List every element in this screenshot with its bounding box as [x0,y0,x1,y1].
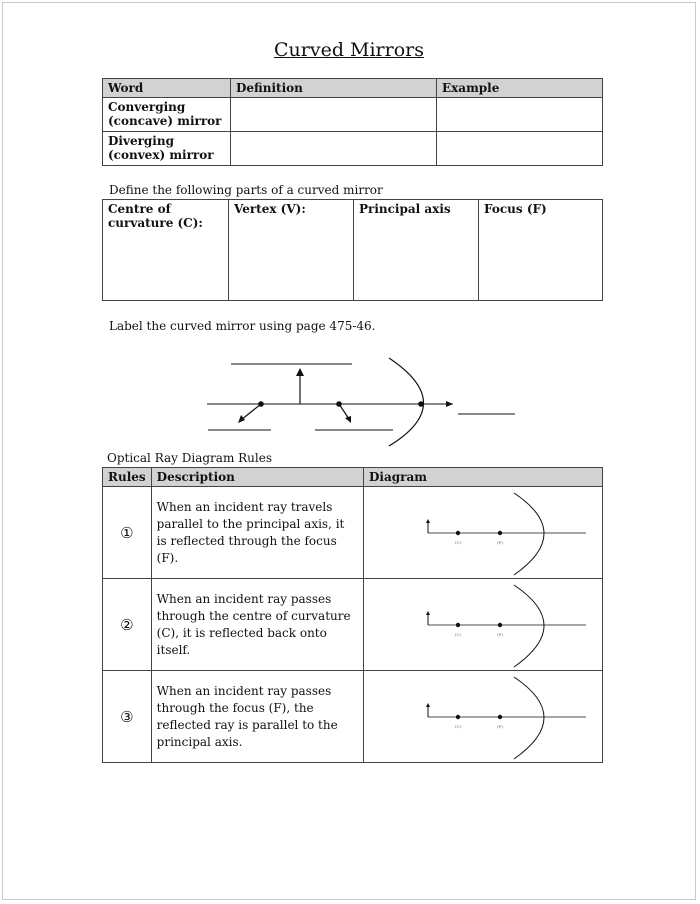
f-label: (F) [497,723,503,729]
c-label: (C) [454,723,462,729]
rule-description: When an incident ray travels parallel to the principal axis, it is reflected through the focus (F). [151,487,363,579]
point-f-dot [498,622,502,626]
c-label: (C) [454,631,462,637]
point-f-dot [498,714,502,718]
rule-number: ① [103,487,152,579]
word-cell: Converging (concave) mirror [103,98,231,132]
table-row [103,671,603,763]
table-header-row [103,468,603,487]
rule-description: When an incident ray passes through the focus (F), the reflected ray is parallel to the principal axis. [151,671,363,763]
rule-diagram[interactable] [364,579,603,671]
rules-heading: Optical Ray Diagram Rules [107,451,273,465]
object-arrowhead [426,519,430,523]
object-arrowhead [426,703,430,707]
point-c-dot [456,714,460,718]
worksheet-page [2,2,696,900]
rule-number: ② [103,579,152,671]
rule-number: ③ [103,671,152,763]
ray-rules-table [102,467,603,763]
pointer-arrow [339,404,349,419]
table-header-row [103,79,603,98]
point-c-dot [456,530,460,534]
definition-cell[interactable] [231,132,437,166]
label-instruction: Label the curved mirror using page 475-46. [109,319,376,333]
object-arrowhead [296,368,304,376]
f-label: (F) [497,631,503,637]
object-arrowhead [426,611,430,615]
pointer-arrowhead [238,415,245,423]
word-cell: Diverging (convex) mirror [103,132,231,166]
ray-diagram-2 [364,580,602,670]
parts-cell[interactable]: Principal axis [354,200,479,301]
page-title: Curved Mirrors [273,39,424,61]
concave-mirror [514,585,544,667]
rule-diagram[interactable] [364,671,603,763]
ray-diagram-1 [364,488,602,578]
mirror-parts-table [102,199,603,301]
table-row [103,200,603,301]
header-word: Word [103,79,231,98]
parts-cell[interactable]: Vertex (V): [229,200,354,301]
concave-mirror [514,677,544,759]
point-c-dot [456,622,460,626]
header-definition: Definition [231,79,437,98]
table-row [103,98,603,132]
mirror-label-diagram [3,343,697,453]
c-label: (C) [454,539,462,545]
example-cell[interactable] [437,98,603,132]
rule-diagram[interactable] [364,487,603,579]
parts-cell[interactable]: Focus (F) [479,200,603,301]
definition-cell[interactable] [231,98,437,132]
vocabulary-table [102,78,603,166]
pointer-arrowhead [345,416,351,423]
f-label: (F) [497,539,503,545]
rule-description: When an incident ray passes through the centre of curvature (C), it is reflected back onto itself. [151,579,363,671]
pointer-arrow [241,404,261,420]
example-cell[interactable] [437,132,603,166]
header-rules: Rules [103,468,152,487]
table-row [103,487,603,579]
parts-instruction: Define the following parts of a curved mirror [109,183,383,197]
ray-diagram-3 [364,672,602,762]
parts-cell[interactable]: Centre of curvature (C): [103,200,229,301]
header-diagram: Diagram [364,468,603,487]
point-f-dot [498,530,502,534]
concave-mirror [389,358,424,446]
vertex-arrowhead [446,401,453,407]
header-example: Example [437,79,603,98]
header-description: Description [151,468,363,487]
table-row [103,579,603,671]
table-row [103,132,603,166]
concave-mirror [514,493,544,575]
